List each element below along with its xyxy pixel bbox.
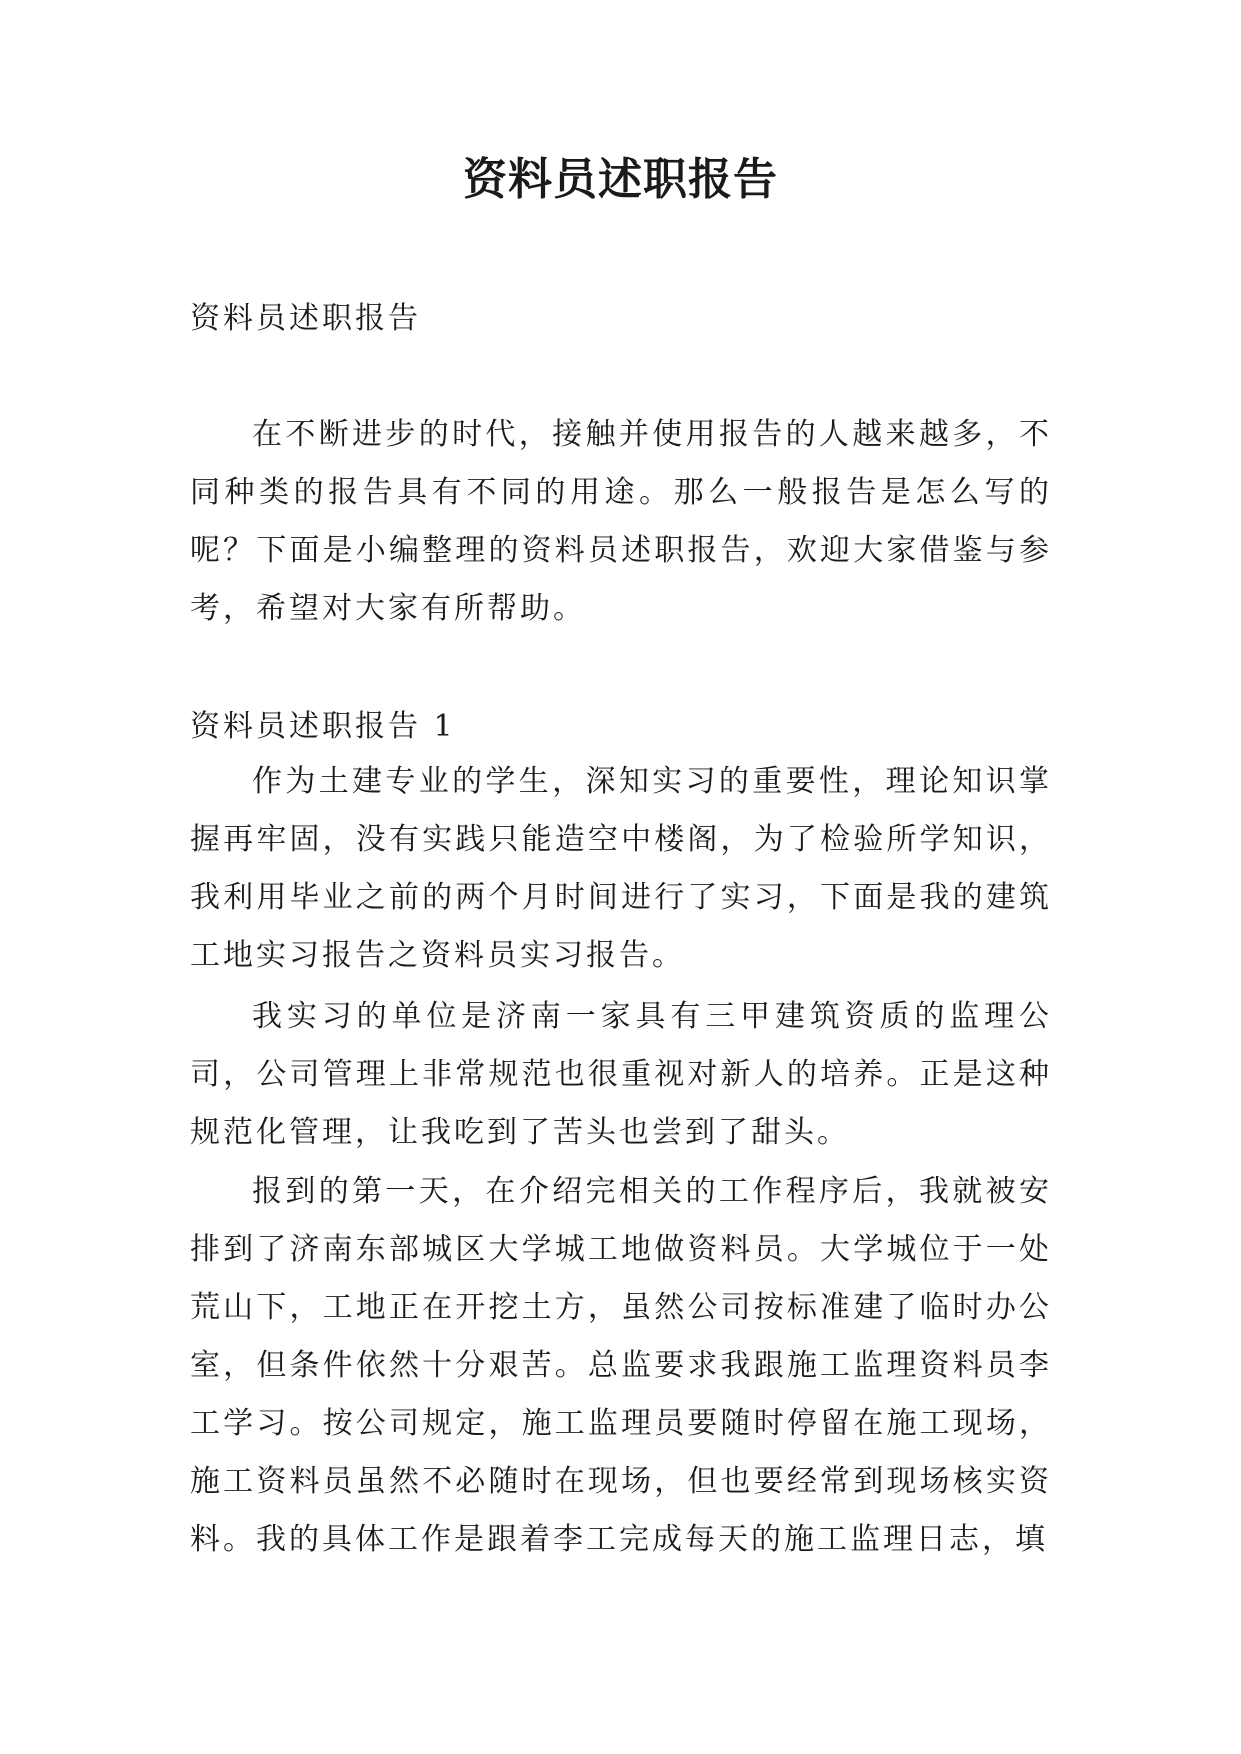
body-paragraph-1: 作为土建专业的学生，深知实习的重要性，理论知识掌握再牢固，没有实践只能造空中楼阁，为了检验所学知识，我利用毕业之前的两个月时间进行了实习，下面是我的建筑工地实习报告之资料员实习报告。 [190, 764, 1052, 973]
document-subtitle-line: 资料员述职报告 [190, 301, 421, 336]
section-heading: 资料员述职报告 1 [190, 709, 456, 744]
body-paragraph-2: 我实习的单位是济南一家具有三甲建筑资质的监理公司，公司管理上非常规范也很重视对新人的培养。正是这种规范化管理，让我吃到了苦头也尝到了甜头。 [190, 999, 1052, 1150]
body-paragraph-3: 报到的第一天，在介绍完相关的工作程序后，我就被安排到了济南东部城区大学城工地做资料员。大学城位于一处荒山下，工地正在开挖土方，虽然公司按标准建了临时办公室，但条件依然十分艰苦。总监要求我跟施工监理资料员李工学习。按公司规定，施工监理员要随时停留在施工现场，施工资料员虽然不必随时在现场，但也要经常到现场核实资料。我的具体工作是跟着李工完成每天的施工监理日志，填 [190, 1174, 1052, 1557]
intro-paragraph: 在不断进步的时代，接触并使用报告的人越来越多，不同种类的报告具有不同的用途。那么一般报告是怎么写的呢？下面是小编整理的资料员述职报告，欢迎大家借鉴与参考，希望对大家有所帮助。 [190, 417, 1052, 626]
document-title: 资料员述职报告 [463, 154, 778, 205]
